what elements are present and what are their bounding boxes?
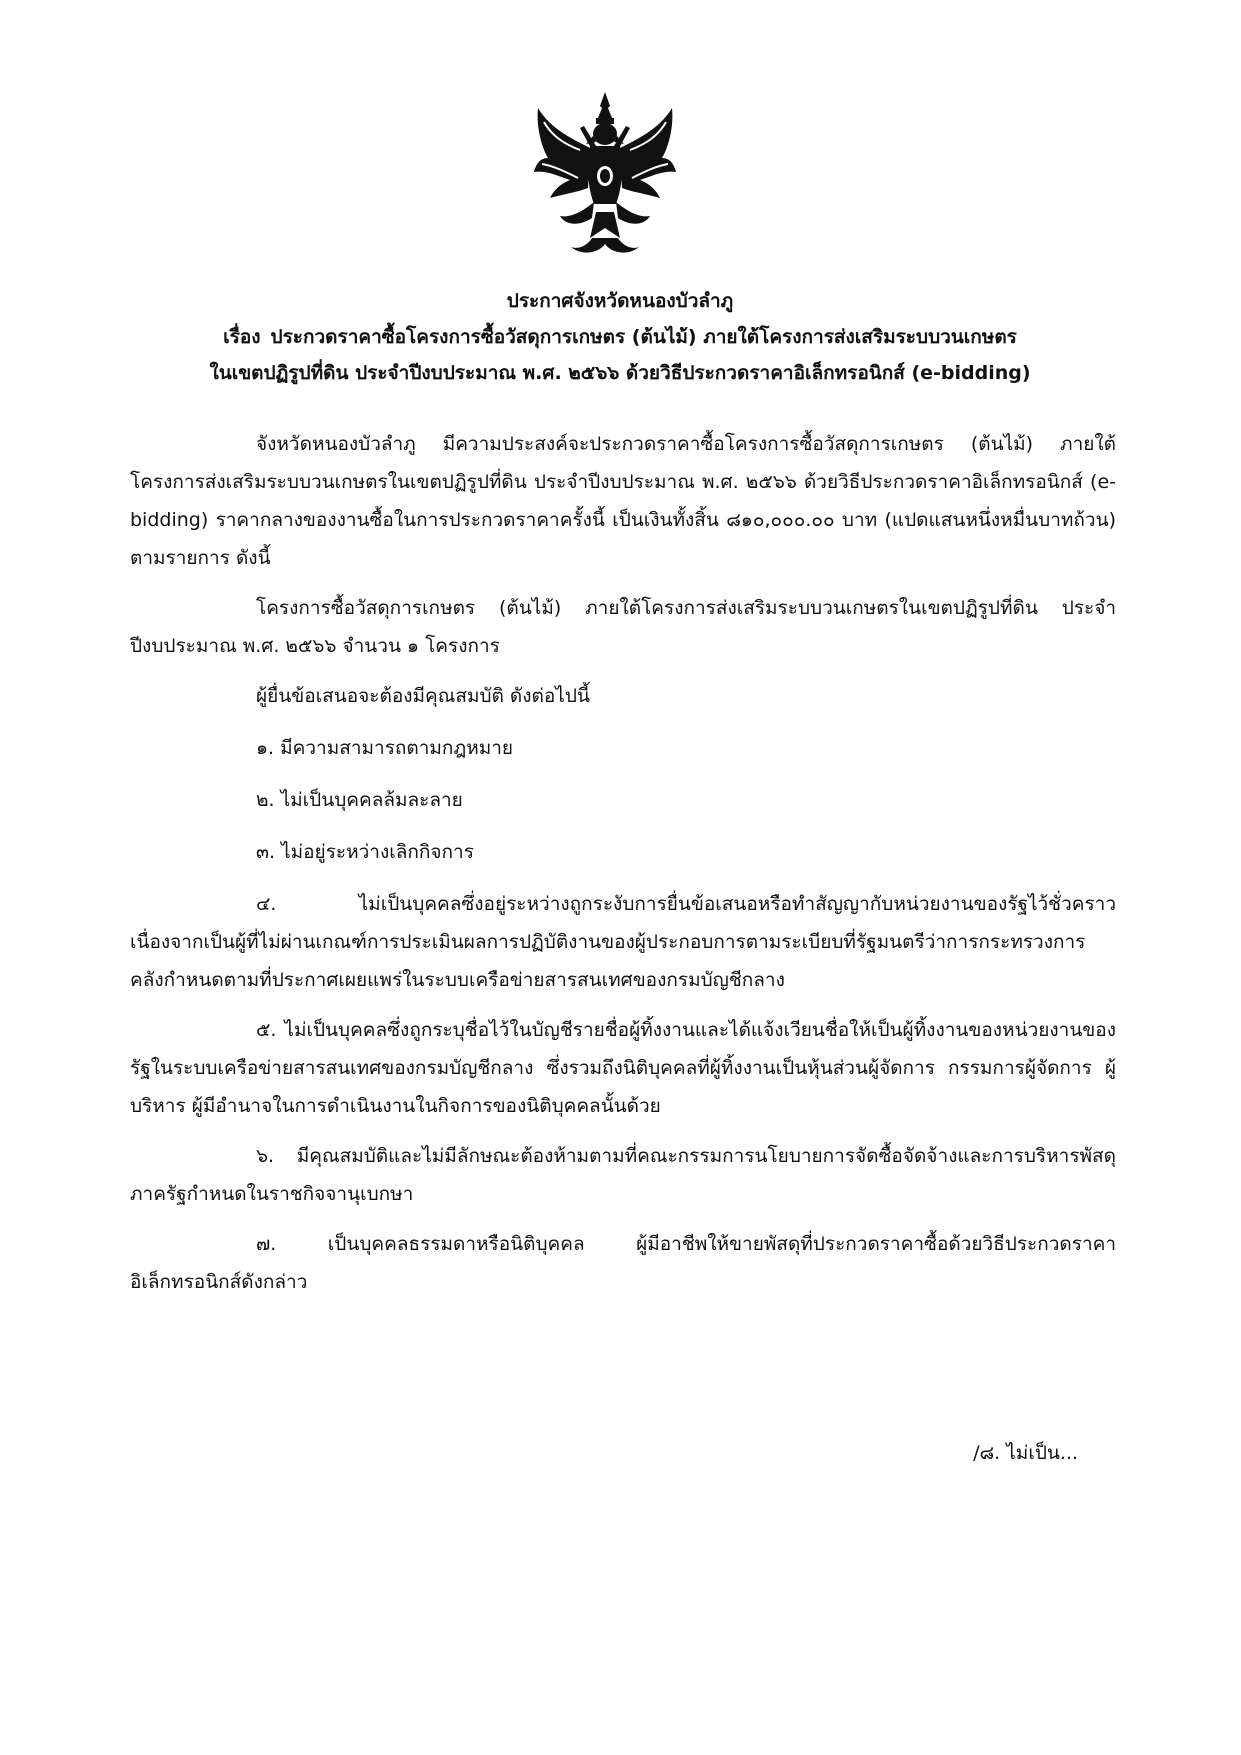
announcement-body (130, 425, 1116, 1313)
continuation-marker: /๘. ไม่เป็น... (973, 1442, 1078, 1464)
garuda-emblem-icon (530, 88, 680, 258)
qualification-item-2: ๒. ไม่เป็นบุคคลล้มละลาย (256, 789, 463, 811)
qualifications-heading: ผู้ยื่นข้อเสนอจะต้องมีคุณสมบัติ ดังต่อไปนี้ (256, 685, 590, 707)
subject-text-1: ประกวดราคาซื้อโครงการซื้อวัสดุการเกษตร (ต้นไม้) ภายใต้โครงการส่งเสริมระบบวนเกษตร (270, 326, 1017, 348)
announcement-subject-line-1 (130, 319, 1110, 355)
announcement-title: ประกาศจังหวัดหนองบัวลำภู (506, 290, 734, 312)
qualification-item-6: ๖. มีคุณสมบัติและไม่มีลักษณะต้องห้ามตามที่คณะกรรมการนโยบายการจัดซื้อจัดจ้างและการบริหารพัสดุภาครัฐกำหนดในราชกิจจานุเบกษา (130, 1145, 1116, 1205)
project-paragraph: โครงการซื้อวัสดุการเกษตร (ต้นไม้) ภายใต้โครงการส่งเสริมระบบวนเกษตรในเขตปฏิรูปที่ดิน ประจำปีงบประมาณ พ.ศ. ๒๕๖๖ จำนวน ๑ โครงการ (130, 597, 1116, 657)
qualification-item-5: ๕. ไม่เป็นบุคคลซึ่งถูกระบุชื่อไว้ในบัญชีรายชื่อผู้ทิ้งงานและได้แจ้งเวียนชื่อให้เป็นผู้ทิ้งงานของหน่วยงานของรัฐในระบบเครือข่ายสารสนเทศของกรมบัญชีกลาง ซึ่งรวมถึงนิติบุคคลที่ผู้ทิ้งงานเป็นหุ้นส่วนผู้จัดการ กรรมการผู้จัดการ ผู้บริหาร ผู้มีอำนาจในการดำเนินงานในกิจการของนิติบุคคลนั้นด้วย (130, 1019, 1116, 1117)
announcement-subject-line-2: ในเขตปฏิรูปที่ดิน ประจำปีงบประมาณ พ.ศ. ๒๕๖๖ ด้วยวิธีประกวดราคาอิเล็กทรอนิกส์ (e-bidding) (209, 362, 1031, 384)
qualification-item-4: ๔. ไม่เป็นบุคคลซึ่งอยู่ระหว่างถูกระงับการยื่นข้อเสนอหรือทำสัญญากับหน่วยงานของรัฐไว้ชั่วคราว เนื่องจากเป็นผู้ที่ไม่ผ่านเกณฑ์การประเมินผลการปฏิบัติงานของผู้ประกอบการตามระเบียบที่รัฐมนตรีว่าการกระทรวงการคลังกำหนดตามที่ประกาศเผยแพร่ในระบบเครือข่ายสารสนเทศของกรมบัญชีกลาง (130, 893, 1116, 991)
qualification-item-3: ๓. ไม่อยู่ระหว่างเลิกกิจการ (256, 841, 474, 863)
qualification-item-1: ๑. มีความสามารถตามกฎหมาย (256, 737, 514, 759)
announcement-header (130, 283, 1110, 391)
intro-paragraph: จังหวัดหนองบัวลำภู มีความประสงค์จะประกวดราคาซื้อโครงการซื้อวัสดุการเกษตร (ต้นไม้) ภายใต้โครงการส่งเสริมระบบวนเกษตรในเขตปฏิรูปที่ดิน ประจำปีงบประมาณ พ.ศ. ๒๕๖๖ ด้วยวิธีประกวดราคาอิเล็กทรอนิกส์ (e-bidding) ราคากลางของงานซื้อในการประกวดราคาครั้งนี้ เป็นเงินทั้งสิ้น ๘๑๐,๐๐๐.๐๐ บาท (แปดแสนหนึ่งหมื่นบาทถ้วน) ตามรายการ ดังนี้ (130, 433, 1116, 569)
subject-label: เรื่อง (223, 326, 261, 348)
qualification-item-7: ๗. เป็นบุคคลธรรมดาหรือนิติบุคคล ผู้มีอาชีพให้ขายพัสดุที่ประกวดราคาซื้อด้วยวิธีประกวดราคาอิเล็กทรอนิกส์ดังกล่าว (130, 1233, 1116, 1293)
